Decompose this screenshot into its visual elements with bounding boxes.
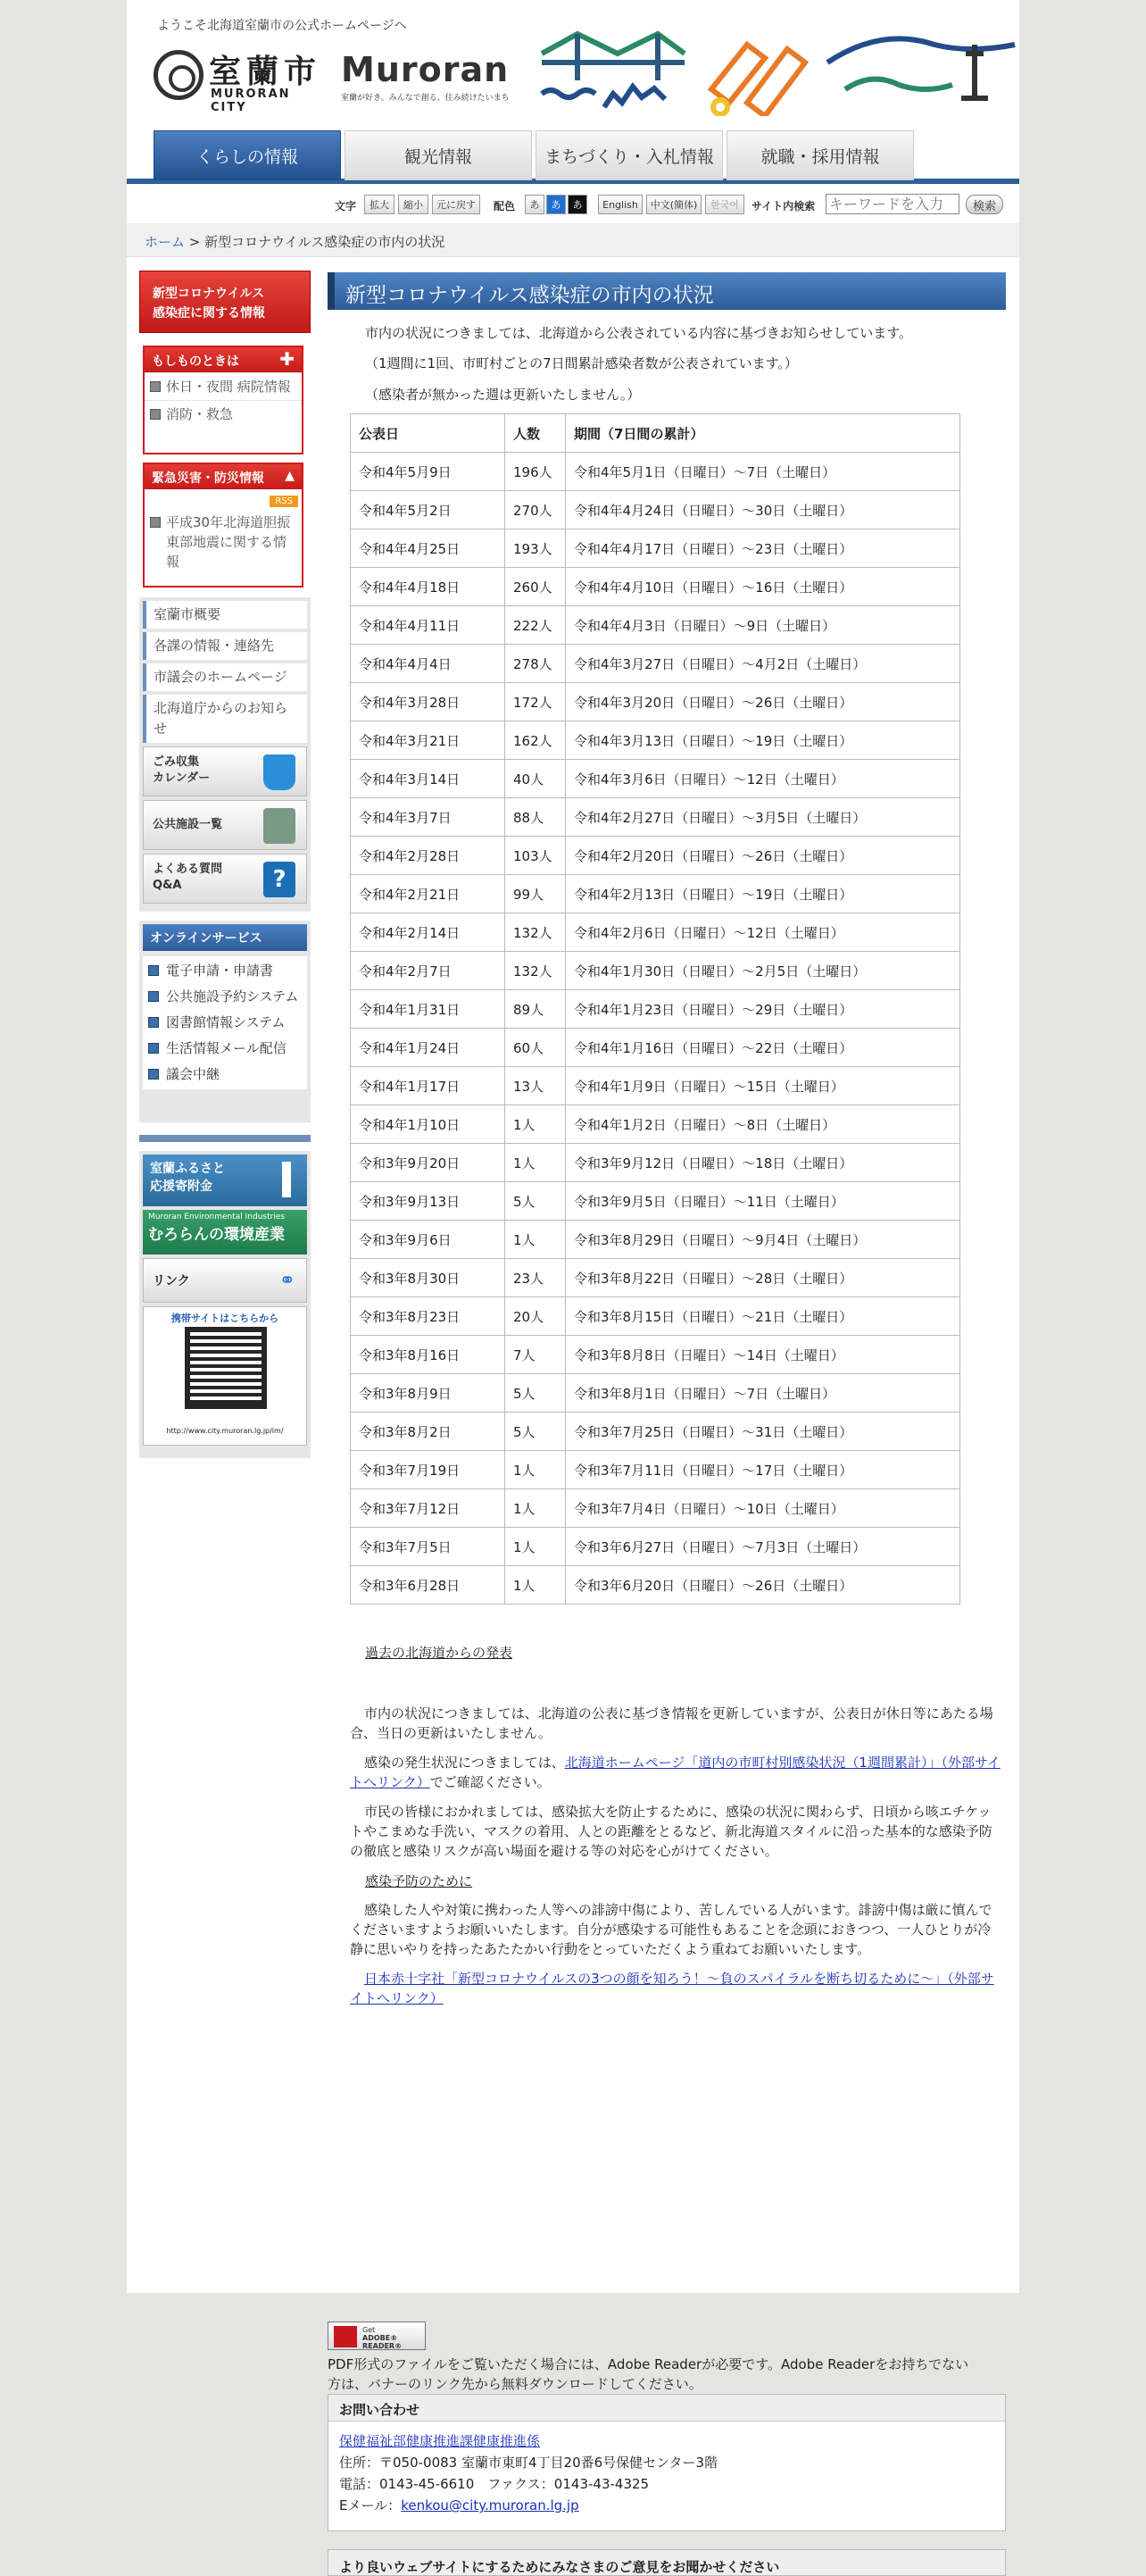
- date-cell: 令和4年2月28日: [351, 837, 505, 875]
- table-row: [351, 1259, 960, 1297]
- logo-jp: 室蘭市: [209, 54, 322, 90]
- date-cell: 令和3年6月28日: [351, 1566, 505, 1605]
- period-cell: 令和4年2月27日（日曜日）～3月5日（土曜日）: [566, 798, 960, 837]
- brand-word: Muroran: [341, 50, 510, 89]
- table-row: [351, 990, 960, 1029]
- table-row: [351, 721, 960, 760]
- period-cell: 令和3年8月15日（日曜日）～21日（土曜日）: [566, 1297, 960, 1336]
- lang-chinese-button[interactable]: 中文(簡体): [646, 195, 702, 214]
- infection-status-paragraph: [350, 1753, 1001, 1792]
- color-scheme-label: 配色: [494, 200, 516, 213]
- period-cell: 令和3年7月25日（日曜日）～31日（土曜日）: [566, 1413, 960, 1451]
- contact-email-row: [328, 2495, 1005, 2516]
- period-cell: 令和4年1月2日（日曜日）～8日（土曜日）: [566, 1105, 960, 1144]
- period-cell: 令和4年1月16日（日曜日）～22日（土曜日）: [566, 1029, 960, 1067]
- furusato-banner[interactable]: [143, 1155, 307, 1206]
- cases-table: [350, 413, 960, 1605]
- emergency-box: [143, 346, 303, 454]
- plus-icon: ✚: [279, 348, 295, 370]
- date-cell: 令和4年3月7日: [351, 798, 505, 837]
- table-row: [351, 1566, 960, 1605]
- corona-info-label: 新型コロナウイルス 感染症に関する情報: [153, 287, 265, 321]
- tab-tourism[interactable]: 観光情報: [345, 130, 532, 180]
- period-cell: 令和3年8月8日（日曜日）～14日（土曜日）: [566, 1336, 960, 1374]
- count-cell: 1人: [505, 1528, 566, 1566]
- count-cell: 1人: [505, 1221, 566, 1259]
- online-services-box: [139, 921, 311, 1122]
- table-row: [351, 453, 960, 491]
- slander-paragraph: 感染した人や対策に携わった人等への誹謗中傷により、苦しんでいる人がいます。誹謗中傷は厳に慎んでくださいますようお願いいたします。自分が感染する可能性もあることを念頭におきつつ、一人ひとりが冷静に思いやりを持ったあたたかい行動をとっていただくよう重ねてお願いいたします。: [350, 1902, 992, 1957]
- period-cell: 令和3年8月1日（日曜日）～7日（土曜日）: [566, 1374, 960, 1413]
- pdf-icon: [334, 2326, 357, 2347]
- period-cell: 令和4年3月20日（日曜日）～26日（土曜日）: [566, 683, 960, 721]
- intro-text-1: 市内の状況につきましては、北海道から公表されている内容に基づきお知らせしています。: [365, 325, 913, 341]
- table-row: [351, 529, 960, 568]
- lang-korean-button[interactable]: 한국어: [705, 195, 744, 214]
- date-cell: 令和4年1月31日: [351, 990, 505, 1029]
- table-row: [351, 875, 960, 913]
- table-row: [351, 1067, 960, 1105]
- muroran-brand: [341, 50, 519, 104]
- period-cell: 令和3年9月5日（日曜日）～11日（土曜日）: [566, 1182, 960, 1221]
- contact-address: 住所：〒050-0083 室蘭市東町4丁目20番6号保健センター3階: [339, 2455, 718, 2471]
- disaster-item-earthquake[interactable]: 平成30年北海道胆振東部地震に関する情報: [145, 509, 302, 575]
- furusato-label: 室蘭ふるさと 応援寄附金: [150, 1162, 225, 1194]
- breadcrumb-home-link[interactable]: ホーム: [145, 234, 186, 250]
- column-header-date: 公表日: [351, 414, 505, 453]
- lang-english-button[interactable]: English: [598, 195, 643, 214]
- count-cell: 5人: [505, 1182, 566, 1221]
- rss-row: [145, 489, 302, 509]
- city-seal-icon: [154, 50, 203, 100]
- period-cell: 令和3年9月12日（日曜日）～18日（土曜日）: [566, 1144, 960, 1182]
- period-cell: 令和4年5月1日（日曜日）～7日（土曜日）: [566, 453, 960, 491]
- breadcrumb-current: 新型コロナウイルス感染症の市内の状況: [204, 234, 445, 250]
- table-row: [351, 1528, 960, 1566]
- period-cell: 令和4年1月30日（日曜日）～2月5日（土曜日）: [566, 952, 960, 990]
- period-cell: 令和4年3月6日（日曜日）～12日（土曜日）: [566, 760, 960, 798]
- count-cell: 13人: [505, 1067, 566, 1105]
- qr-code-icon: [185, 1327, 267, 1409]
- table-row: [351, 1182, 960, 1221]
- count-cell: 23人: [505, 1259, 566, 1297]
- count-cell: 40人: [505, 760, 566, 798]
- column-header-count: 人数: [505, 414, 566, 453]
- count-cell: 196人: [505, 453, 566, 491]
- date-cell: 令和3年8月9日: [351, 1374, 505, 1413]
- building-icon: [263, 808, 295, 844]
- link-banner[interactable]: [143, 1258, 307, 1303]
- table-row: [351, 606, 960, 645]
- period-cell: 令和3年8月22日（日曜日）～28日（土曜日）: [566, 1259, 960, 1297]
- contact-email-label: Eメール：: [339, 2497, 402, 2513]
- count-cell: 5人: [505, 1413, 566, 1451]
- date-cell: 令和4年3月21日: [351, 721, 505, 760]
- table-row: [351, 568, 960, 606]
- count-cell: 5人: [505, 1374, 566, 1413]
- count-cell: 1人: [505, 1489, 566, 1528]
- date-cell: 令和4年5月2日: [351, 491, 505, 529]
- date-cell: 令和3年9月6日: [351, 1221, 505, 1259]
- reset-text-button[interactable]: 元に戻す: [432, 195, 480, 214]
- count-cell: 172人: [505, 683, 566, 721]
- count-cell: 1人: [505, 1566, 566, 1605]
- table-row: [351, 1144, 960, 1182]
- online-item-library[interactable]: 図書館情報システム: [143, 1010, 307, 1036]
- lighthouse-icon: [282, 1162, 291, 1197]
- disaster-header: [145, 464, 302, 489]
- online-item-e-application[interactable]: 電子申請・申請書: [143, 958, 307, 984]
- tab-jobs[interactable]: 就職・採用情報: [727, 130, 914, 180]
- sidebar-banner-box: [139, 1151, 311, 1458]
- online-services-title: オンラインサービス: [143, 924, 307, 951]
- period-cell: 令和4年3月13日（日曜日）～19日（土曜日）: [566, 721, 960, 760]
- count-cell: 1人: [505, 1105, 566, 1144]
- table-row: [351, 1221, 960, 1259]
- count-cell: 89人: [505, 990, 566, 1029]
- count-cell: 132人: [505, 952, 566, 990]
- table-row: [351, 1451, 960, 1489]
- count-cell: 270人: [505, 491, 566, 529]
- table-row: [351, 683, 960, 721]
- sidebar-link-council[interactable]: 市議会のホームページ: [143, 663, 307, 691]
- date-cell: 令和3年7月19日: [351, 1451, 505, 1489]
- count-cell: 60人: [505, 1029, 566, 1067]
- intro-text-2: （1週間に1回、市町村ごとの7日間累計感染者数が公表されています。）: [365, 355, 798, 371]
- date-cell: 令和4年4月11日: [351, 606, 505, 645]
- sidebar-link-box: [139, 597, 311, 912]
- count-cell: 7人: [505, 1336, 566, 1374]
- date-cell: 令和3年8月30日: [351, 1259, 505, 1297]
- color-default-button[interactable]: あ: [525, 195, 544, 214]
- contact-box: [328, 2394, 1006, 2531]
- utility-toolbar: [127, 193, 1019, 218]
- table-row: [351, 1297, 960, 1336]
- period-cell: 令和4年1月9日（日曜日）～15日（土曜日）: [566, 1067, 960, 1105]
- color-black-button[interactable]: あ: [568, 195, 587, 214]
- period-cell: 令和4年4月17日（日曜日）～23日（土曜日）: [566, 529, 960, 568]
- tab-town-planning[interactable]: まちづくり・入札情報: [536, 130, 723, 180]
- column-header-period: 期間（7日間の累計）: [566, 414, 960, 453]
- adobe-reader-label: ADOBE® READER®: [362, 2334, 403, 2350]
- online-item-facility-booking[interactable]: 公共施設予約システム: [143, 984, 307, 1010]
- count-cell: 222人: [505, 606, 566, 645]
- tab-living[interactable]: くらしの情報: [154, 130, 341, 180]
- contact-title: お問い合わせ: [328, 2395, 1005, 2422]
- count-cell: 132人: [505, 913, 566, 952]
- update-note-paragraph: 市内の状況につきましては、北海道の公表に基づき情報を更新していますが、公表日が休日等にあたる場合、当日の更新はいたしません。: [350, 1705, 993, 1741]
- rss-icon[interactable]: RSS: [270, 496, 298, 507]
- environment-banner[interactable]: [143, 1210, 307, 1255]
- table-row: [351, 491, 960, 529]
- count-cell: 278人: [505, 645, 566, 683]
- site-search-input[interactable]: [826, 194, 959, 214]
- table-body: [351, 453, 960, 1605]
- color-blue-button[interactable]: あ: [546, 195, 566, 214]
- date-cell: 令和4年1月10日: [351, 1105, 505, 1144]
- count-cell: 193人: [505, 529, 566, 568]
- infection-status-text: 感染の発生状況につきましては、: [364, 1755, 565, 1771]
- faq-banner[interactable]: [143, 854, 307, 904]
- sidebar-link-overview[interactable]: 室蘭市概要: [143, 601, 307, 629]
- date-cell: 令和4年4月18日: [351, 568, 505, 606]
- online-item-council-stream[interactable]: 議会中継: [143, 1062, 307, 1088]
- count-cell: 1人: [505, 1144, 566, 1182]
- period-cell: 令和4年2月20日（日曜日）～26日（土曜日）: [566, 837, 960, 875]
- date-cell: 令和4年2月14日: [351, 913, 505, 952]
- date-cell: 令和3年9月20日: [351, 1144, 505, 1182]
- site-search-label: サイト内検索: [752, 200, 816, 213]
- chain-link-icon: ⚭: [278, 1270, 295, 1292]
- count-cell: 99人: [505, 875, 566, 913]
- count-cell: 20人: [505, 1297, 566, 1336]
- date-cell: 令和4年3月28日: [351, 683, 505, 721]
- period-cell: 令和3年6月27日（日曜日）～7月3日（土曜日）: [566, 1528, 960, 1566]
- period-cell: 令和4年4月24日（日曜日）～30日（土曜日）: [566, 491, 960, 529]
- pdf-note: PDF形式のファイルをご覧いただく場合には、Adobe Readerが必要です。Adobe Readerをお持ちでない方は、バナーのリンク先から無料ダウンロードしてください。: [328, 2356, 969, 2392]
- infection-status-suffix: でご確認ください。: [429, 1774, 551, 1790]
- count-cell: 1人: [505, 1451, 566, 1489]
- mobile-site-url: http://www.city.muroran.lg.jp/im/: [166, 1427, 284, 1435]
- page-title: 新型コロナウイルス感染症の市内の状況: [328, 272, 1006, 310]
- breadcrumb-separator: >: [185, 234, 205, 250]
- prevention-paragraph: 市民の皆様におかれましては、感染拡大を防止するために、感染の状況に関わらず、日頃から咳エチケットやこまめな手洗い、マスクの着用、人との距離をとるなど、新北海道スタイルに沿った基本的な感染予防の徹底と感染リスクが高い場面を避ける等の対応を心がけてください。: [350, 1804, 992, 1859]
- online-item-mail[interactable]: 生活情報メール配信: [143, 1036, 307, 1062]
- count-cell: 103人: [505, 837, 566, 875]
- emergency-item-hospital[interactable]: 休日・夜間 病院情報: [145, 372, 302, 400]
- contact-dept-row: [328, 2430, 1005, 2452]
- count-cell: 162人: [505, 721, 566, 760]
- count-cell: 260人: [505, 568, 566, 606]
- table-header-row: [351, 414, 960, 453]
- corona-info-button[interactable]: [139, 271, 311, 333]
- shrink-text-button[interactable]: 縮小: [398, 195, 428, 214]
- period-cell: 令和4年3月27日（日曜日）～4月2日（土曜日）: [566, 645, 960, 683]
- table-row: [351, 952, 960, 990]
- adobe-get-label: Get: [362, 2326, 376, 2334]
- emergency-title: もしものときは: [152, 354, 239, 369]
- trash-bin-icon: [263, 754, 295, 790]
- period-cell: 令和4年1月23日（日曜日）～29日（土曜日）: [566, 990, 960, 1029]
- date-cell: 令和3年8月23日: [351, 1297, 505, 1336]
- welcome-text: ようこそ北海道室蘭市の公式ホームページへ: [157, 19, 407, 33]
- table-row: [351, 1029, 960, 1067]
- period-cell: 令和4年2月6日（日曜日）～12日（土曜日）: [566, 913, 960, 952]
- date-cell: 令和4年2月7日: [351, 952, 505, 990]
- table-row: [351, 1374, 960, 1413]
- brand-tagline: 室蘭が好き。みんなで創る、住み続けたいまち: [341, 94, 510, 103]
- date-cell: 令和3年7月12日: [351, 1489, 505, 1528]
- date-cell: 令和4年5月9日: [351, 453, 505, 491]
- sidebar-link-departments[interactable]: 各課の情報・連絡先: [143, 632, 307, 660]
- table-row: [351, 798, 960, 837]
- enlarge-text-button[interactable]: 拡大: [364, 195, 394, 214]
- redcross-link[interactable]: 日本赤十字社「新型コロナウイルスの3つの顔を知ろう！～負のスパイラルを断ち切るために～」（外部サイトへリンク）: [350, 1971, 994, 2006]
- date-cell: 令和4年4月25日: [351, 529, 505, 568]
- period-cell: 令和4年2月13日（日曜日）～19日（土曜日）: [566, 875, 960, 913]
- mobile-site-banner[interactable]: [143, 1306, 307, 1446]
- table-row: [351, 913, 960, 952]
- contact-email-link[interactable]: kenkou@city.muroran.lg.jp: [401, 2497, 579, 2513]
- table-row: [351, 1489, 960, 1528]
- breadcrumb: [127, 223, 1019, 257]
- search-button[interactable]: 検索: [966, 195, 1003, 214]
- date-cell: 令和4年4月4日: [351, 645, 505, 683]
- environment-small-label: Muroran Environmental Industries: [148, 1213, 286, 1221]
- sidebar-link-hokkaido[interactable]: 北海道庁からのお知らせ: [143, 695, 307, 743]
- table-row: [351, 1336, 960, 1374]
- public-facilities-banner[interactable]: [143, 800, 307, 850]
- page: [127, 0, 1019, 2575]
- table-row: [351, 1105, 960, 1144]
- prevention-link[interactable]: 感染予防のために: [365, 1873, 473, 1889]
- sidebar-divider: [139, 1135, 311, 1142]
- date-cell: 令和4年1月24日: [351, 1029, 505, 1067]
- adobe-reader-banner[interactable]: [328, 2322, 426, 2350]
- garbage-calendar-label: ごみ収集 カレンダー: [153, 755, 211, 785]
- date-cell: 令和4年1月17日: [351, 1067, 505, 1105]
- period-cell: 令和3年7月11日（日曜日）～17日（土曜日）: [566, 1451, 960, 1489]
- feedback-header: より良いウェブサイトにするためにみなさまのご意見をお聞かせください: [328, 2549, 1006, 2576]
- past-announcements-link[interactable]: 過去の北海道からの発表: [365, 1645, 513, 1661]
- contact-dept-link[interactable]: 保健福祉部健康推進課健康推進係: [339, 2433, 541, 2449]
- count-cell: 88人: [505, 798, 566, 837]
- period-cell: 令和4年4月3日（日曜日）～9日（土曜日）: [566, 606, 960, 645]
- period-cell: 令和3年7月4日（日曜日）～10日（土曜日）: [566, 1489, 960, 1528]
- mobile-site-label: 携帯サイトはこちらから: [170, 1313, 279, 1324]
- date-cell: 令和4年3月14日: [351, 760, 505, 798]
- period-cell: 令和4年4月10日（日曜日）～16日（土曜日）: [566, 568, 960, 606]
- global-nav: [127, 130, 1019, 184]
- date-cell: 令和3年7月5日: [351, 1528, 505, 1566]
- faq-label: よくある質問 Q&A: [153, 863, 223, 892]
- public-facilities-label: 公共施設一覧: [153, 818, 223, 831]
- disaster-title: 緊急災害・防災情報: [152, 471, 264, 486]
- intro-text-3: （感染者が無かった週は更新いたしません。）: [365, 387, 641, 403]
- text-size-label: 文字: [335, 200, 357, 213]
- table-row: [351, 645, 960, 683]
- date-cell: 令和3年8月2日: [351, 1413, 505, 1451]
- hokkaido-status-link[interactable]: 北海道ホームページ「道内の市町村別感染状況（1週間累計）」（外部サイトへリンク）: [350, 1755, 1001, 1790]
- online-services-list: [143, 956, 307, 1089]
- lighthouse-icon: ▲: [285, 469, 295, 483]
- link-banner-label: リンク: [153, 1274, 190, 1288]
- emergency-item-fire[interactable]: 消防・救急: [145, 400, 302, 428]
- table-row: [351, 837, 960, 875]
- table-row: [351, 760, 960, 798]
- garbage-calendar-banner[interactable]: [143, 746, 307, 796]
- header-illustration: [533, 27, 1019, 116]
- environment-big-label: むろらんの環境産業: [148, 1226, 285, 1244]
- redcross-paragraph: [350, 1969, 1001, 2008]
- disaster-box: [143, 463, 303, 588]
- table-row: [351, 1413, 960, 1451]
- contact-phone: 電話：0143-45-6610 ファクス：0143-43-4325: [339, 2476, 650, 2492]
- period-cell: 令和3年6月20日（日曜日）～26日（土曜日）: [566, 1566, 960, 1605]
- question-icon: ?: [263, 862, 295, 897]
- emergency-header: [145, 347, 302, 372]
- date-cell: 令和3年8月16日: [351, 1336, 505, 1374]
- city-logo[interactable]: [154, 45, 323, 114]
- period-cell: 令和3年8月29日（日曜日）～9月4日（土曜日）: [566, 1221, 960, 1259]
- logo-en: MURORAN CITY: [211, 88, 291, 114]
- date-cell: 令和3年9月13日: [351, 1182, 505, 1221]
- date-cell: 令和4年2月21日: [351, 875, 505, 913]
